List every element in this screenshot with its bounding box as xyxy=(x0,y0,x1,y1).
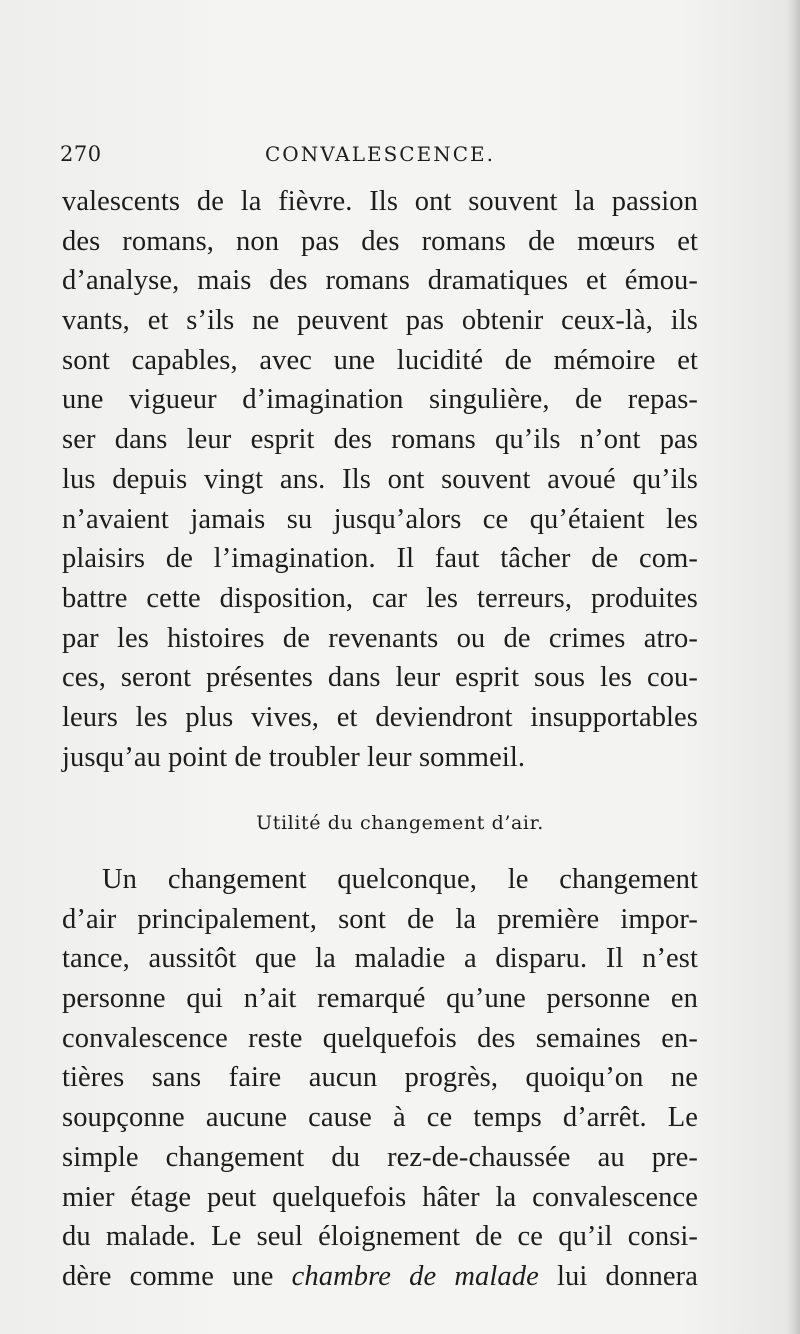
text-line: des romans, non pas des romans de mœurs et xyxy=(62,225,698,257)
text-line: leurs les plus vives, et deviendront insupportables xyxy=(62,701,698,733)
text-line: battre cette disposition, car les terreurs, produites xyxy=(62,582,698,614)
text-line: jusqu’au point de troubler leur sommeil. xyxy=(62,741,526,773)
text-line: vants, et s’ils ne peuvent pas obtenir ceux-là, ils xyxy=(62,305,698,337)
text-line: du malade. Le seul éloignement de ce qu’il consi- xyxy=(62,1221,698,1253)
text-line: convalescence reste quelquefois des semaines en- xyxy=(62,1022,698,1054)
text-line: par les histoires de revenants ou de crimes atro- xyxy=(62,622,698,654)
text-line: tance, aussitôt que la maladie a disparu. Il n’est xyxy=(62,943,698,975)
text-line: une vigueur d’imagination singulière, de repas- xyxy=(62,384,698,416)
text-fragment: lui donnera xyxy=(538,1260,699,1292)
text-line: sont capables, avec une lucidité de mémoire et xyxy=(62,344,698,376)
text-line: mier étage peut quelquefois hâter la convalescence xyxy=(62,1181,698,1213)
text-line: soupçonne aucune cause à ce temps d’arrêt. Le xyxy=(62,1102,698,1134)
text-line-last xyxy=(62,1257,698,1297)
page-edge-shadow xyxy=(786,0,800,1334)
page-number: 270 xyxy=(60,142,102,166)
italic-phrase: chambre de malade xyxy=(291,1260,539,1292)
section-subheading: Utilité du changement d’air. xyxy=(256,812,544,834)
text-line: n’avaient jamais su jusqu’alors ce qu’étaient les xyxy=(62,503,698,535)
text-line: simple changement du rez-de-chaussée au pre- xyxy=(62,1141,698,1173)
text-line: ces, seront présentes dans leur esprit sous les cou- xyxy=(62,662,698,694)
running-head xyxy=(60,142,700,174)
text-line: tières sans faire aucun progrès, quoiqu’on ne xyxy=(62,1062,698,1094)
text-line: lus depuis vingt ans. Ils ont souvent avoué qu’ils xyxy=(62,463,698,495)
paragraph-one xyxy=(62,182,698,777)
text-line: plaisirs de l’imagination. Il faut tâcher de com- xyxy=(62,543,698,575)
paragraph-two xyxy=(62,860,698,1297)
text-line: d’air principalement, sont de la première impor- xyxy=(62,903,698,935)
text-line: valescents de la fièvre. Ils ont souvent la passion xyxy=(62,186,698,217)
text-line: ser dans leur esprit des romans qu’ils n’ont pas xyxy=(62,424,698,456)
text-line: d’analyse, mais des romans dramatiques et émou- xyxy=(62,265,698,297)
text-line: personne qui n’ait remarqué qu’une personne en xyxy=(62,983,698,1015)
running-title: CONVALESCENCE. xyxy=(265,142,495,166)
text-line: Un changement quelconque, le changement xyxy=(102,864,698,895)
text-fragment: dère comme une xyxy=(62,1260,292,1292)
